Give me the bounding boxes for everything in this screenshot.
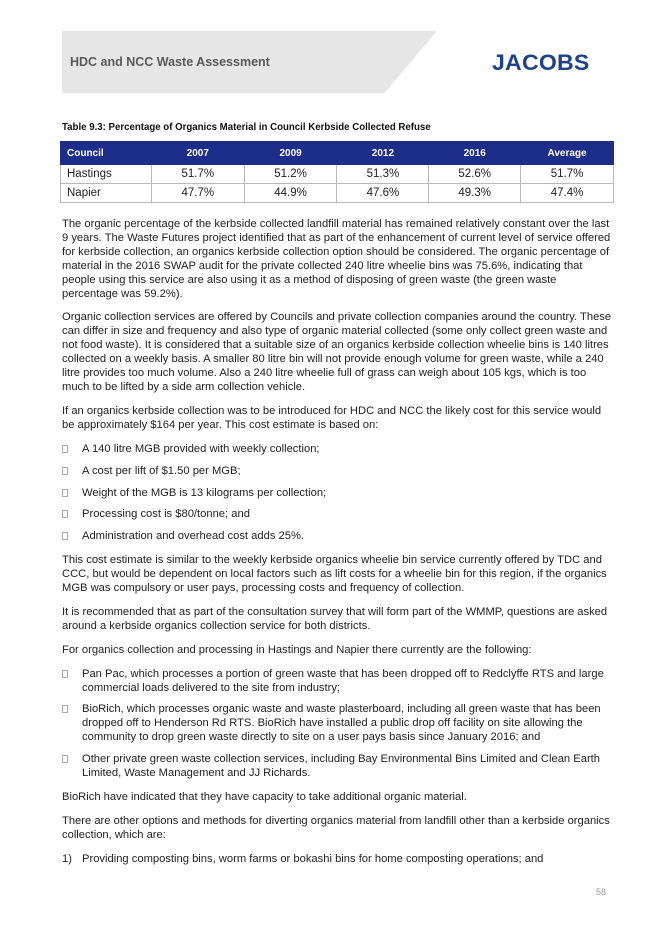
provider-bullet-list (62, 668, 614, 781)
header-cell-2012: 2012 (337, 142, 429, 165)
document-title: HDC and NCC Waste Assessment (70, 55, 270, 69)
table-cell: Napier (61, 184, 152, 203)
table-row (61, 184, 614, 203)
paragraph: It is recommended that as part of the consultation survey that will form part of the WMMP, questions are asked around a kerbside organics collection service for both districts. (62, 605, 608, 632)
paragraph: The organic percentage of the kerbside collected landfill material has remained relatively constant over the last 9 years. The Waste Futures project identified that as part of the enhancement of current level of service offered for kerbside collection, an organics kerbside collection option should be considered. The organic percentage of material in the 2016 SWAP audit for the private collected 240 litre wheelie bins was 75.6%, indicating that people using this service are also using it as a method of disposing of green waste (the green waste percentage was 59.2%). (62, 218, 611, 300)
list-item-text: Providing composting bins, worm farms or bokashi bins for home composting operations; and (82, 852, 544, 865)
bullet-icon (62, 755, 68, 763)
header-cell-average: Average (521, 142, 614, 165)
table-cell: 51.7% (521, 165, 614, 184)
list-item-text: Administration and overhead cost adds 25%. (82, 530, 305, 543)
paragraph: This cost estimate is similar to the weekly kerbside organics wheelie bin service currently offered by TDC and CCC, but would be dependent on local factors such as lift costs for a wheelie bin for this region, if the organics MGB was compulsory or user pays, processing costs and frequency of collection. (62, 554, 607, 595)
list-item-text: Other private green waste collection services, including Bay Environmental Bins Limited and Clean Earth Limited, Waste Management and JJ Richards. (82, 753, 600, 780)
list-item (62, 465, 614, 479)
table-cell: 52.6% (429, 165, 521, 184)
table-caption: Table 9.3: Percentage of Organics Material in Council Kerbside Collected Refuse (62, 121, 431, 133)
body-text (62, 218, 614, 867)
table-cell: 44.9% (244, 184, 337, 203)
table-cell: 49.3% (429, 184, 521, 203)
bullet-icon (62, 445, 68, 453)
cost-bullet-list (62, 443, 614, 545)
table-cell: 51.7% (151, 165, 244, 184)
list-item-text: BioRich, which processes organic waste and waste plasterboard, including all green waste that has been dropped off to Henderson Rd RTS. BioRich have installed a public drop off facility on site allowing the community to drop green waste directly to site on a user pays basis since January 2016; and (82, 703, 601, 744)
table-header-row (61, 142, 614, 165)
paragraph: BioRich have indicated that they have capacity to take additional organic material. (62, 791, 467, 803)
bullet-icon (62, 670, 68, 678)
table-cell: 51.3% (337, 165, 429, 184)
list-item-text: A 140 litre MGB provided with weekly collection; (82, 442, 320, 455)
jacobs-logo: JACOBS (492, 50, 590, 75)
numbered-list (62, 853, 614, 867)
list-number: 1) (62, 852, 72, 865)
bullet-icon (62, 510, 68, 518)
header-cell-council: Council (61, 142, 152, 165)
table-cell: 51.2% (244, 165, 337, 184)
page-number: 58 (596, 887, 607, 897)
list-item (62, 530, 614, 544)
list-item (62, 443, 614, 457)
list-item (62, 703, 614, 745)
header-cell-2007: 2007 (151, 142, 244, 165)
list-item-text: Processing cost is $80/tonne; and (82, 508, 250, 521)
list-item-text: Pan Pac, which processes a portion of green waste that has been dropped off to Redclyffe RTS and large commercial loads delivered to the site from industry; (82, 667, 604, 694)
paragraph: If an organics kerbside collection was to be introduced for HDC and NCC the likely cost for this service would be approximately $164 per year. This cost estimate is based on: (62, 404, 602, 431)
list-item-text: Weight of the MGB is 13 kilograms per collection; (82, 486, 327, 499)
paragraph: Organic collection services are offered by Councils and private collection companies around the country. These can differ in size and frequency and also type of organic material collected (some only collect green waste and not food waste). It is considered that a suitable size of an organics kerbside collection wheelie bins is 140 litres collected on a weekly basis. A smaller 80 litre bin will not provide enough volume for green waste, while a 240 litre provides too much volume. Also a 240 litre wheelie full of grass can weigh about 105 kgs, which is too much to be lifted by a side arm collection vehicle. (62, 311, 612, 393)
table-cell: 47.6% (337, 184, 429, 203)
list-item (62, 753, 614, 781)
paragraph: For organics collection and processing in Hastings and Napier there currently are the following: (62, 643, 532, 656)
organics-table (60, 141, 614, 203)
list-item (62, 668, 614, 696)
list-item (62, 508, 614, 522)
table-cell: 47.7% (151, 184, 244, 203)
list-item (62, 487, 614, 501)
header-cell-2009: 2009 (244, 142, 337, 165)
bullet-icon (62, 532, 68, 540)
table-cell: Hastings (61, 165, 152, 184)
list-item-text: A cost per lift of $1.50 per MGB; (82, 464, 241, 477)
table-cell: 47.4% (521, 184, 614, 203)
paragraph: There are other options and methods for diverting organics material from landfill other than a kerbside organics collection, which are: (62, 814, 610, 841)
bullet-icon (62, 489, 68, 497)
bullet-icon (62, 705, 68, 713)
table-row (61, 165, 614, 184)
header-cell-2016: 2016 (429, 142, 521, 165)
list-item (62, 853, 614, 867)
bullet-icon (62, 467, 68, 475)
